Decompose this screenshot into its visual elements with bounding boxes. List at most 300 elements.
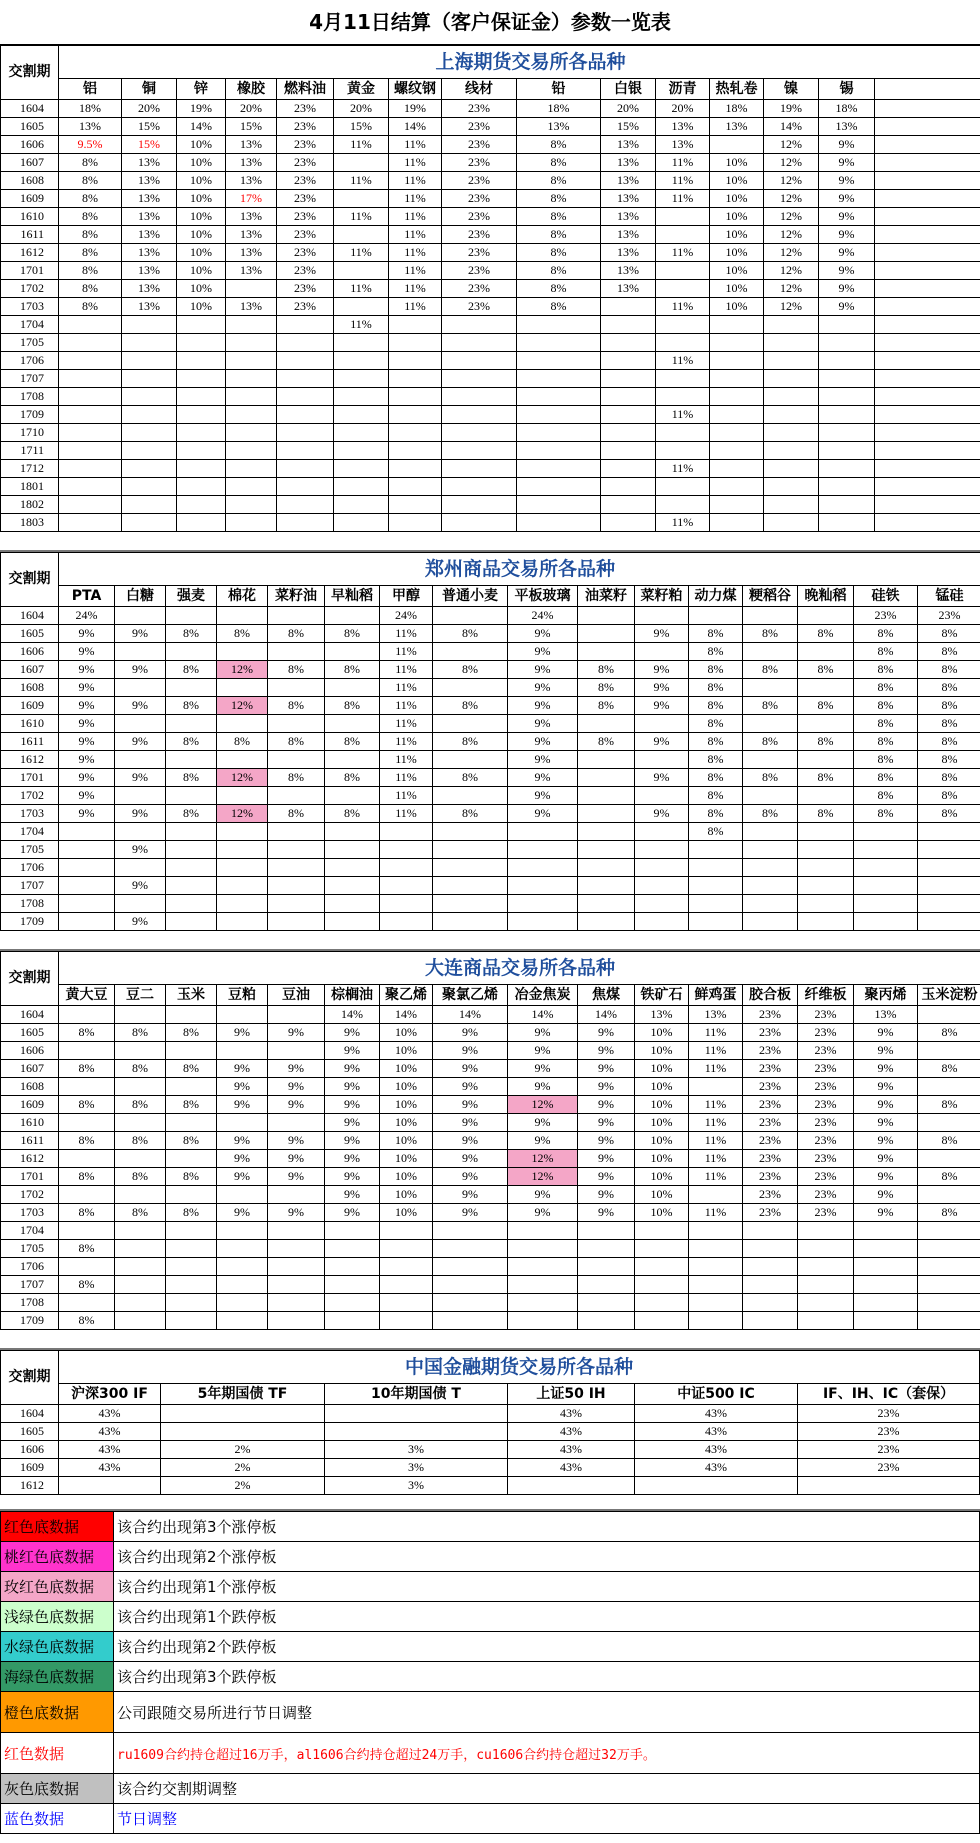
margin-cell: 10% bbox=[380, 1078, 433, 1096]
margin-cell: 8% bbox=[166, 625, 217, 643]
margin-cell bbox=[601, 370, 656, 388]
product-header: 鲜鸡蛋 bbox=[689, 985, 743, 1006]
margin-cell bbox=[389, 442, 442, 460]
margin-cell: 23% bbox=[442, 136, 517, 154]
margin-cell bbox=[334, 442, 389, 460]
margin-cell bbox=[798, 913, 854, 931]
delivery-period-cell: 1610 bbox=[1, 208, 59, 226]
margin-cell: 9% bbox=[217, 1132, 268, 1150]
margin-cell bbox=[389, 478, 442, 496]
margin-cell: 23% bbox=[743, 1042, 798, 1060]
margin-cell: 8% bbox=[59, 154, 122, 172]
margin-cell: 8% bbox=[166, 661, 217, 679]
margin-cell bbox=[325, 607, 380, 625]
margin-cell: 9% bbox=[59, 787, 115, 805]
margin-cell bbox=[122, 316, 177, 334]
delivery-period-cell: 1707 bbox=[1, 877, 59, 895]
margin-cell bbox=[389, 406, 442, 424]
margin-cell bbox=[601, 478, 656, 496]
margin-cell: 9% bbox=[578, 1024, 635, 1042]
margin-cell: 10% bbox=[177, 226, 226, 244]
margin-cell: 10% bbox=[380, 1060, 433, 1078]
margin-cell: 8% bbox=[918, 1204, 980, 1222]
product-header: 燃料油 bbox=[277, 79, 334, 100]
margin-cell bbox=[798, 1477, 980, 1495]
margin-cell bbox=[442, 442, 517, 460]
margin-cell: 8% bbox=[59, 1132, 115, 1150]
delivery-period-header: 交割期 bbox=[1, 1351, 59, 1405]
margin-cell: 11% bbox=[334, 136, 389, 154]
table-row bbox=[1, 280, 980, 298]
margin-cell: 12% bbox=[764, 244, 819, 262]
margin-cell bbox=[115, 1276, 166, 1294]
margin-cell bbox=[380, 877, 433, 895]
margin-cell: 12% bbox=[217, 697, 268, 715]
margin-cell: 10% bbox=[380, 1042, 433, 1060]
margin-cell bbox=[268, 751, 325, 769]
exchange-table-dce bbox=[0, 951, 980, 1330]
margin-cell: 9% bbox=[268, 1024, 325, 1042]
margin-cell: 9% bbox=[508, 1024, 578, 1042]
margin-cell bbox=[325, 643, 380, 661]
margin-cell bbox=[115, 787, 166, 805]
margin-cell: 8% bbox=[798, 697, 854, 715]
margin-cell: 18% bbox=[819, 100, 875, 118]
margin-cell: 8% bbox=[918, 643, 980, 661]
margin-cell: 8% bbox=[743, 769, 798, 787]
margin-cell: 8% bbox=[268, 661, 325, 679]
delivery-period-cell: 1608 bbox=[1, 172, 59, 190]
margin-cell: 10% bbox=[710, 244, 764, 262]
margin-cell bbox=[268, 1312, 325, 1330]
margin-cell bbox=[166, 1186, 217, 1204]
margin-cell: 11% bbox=[389, 154, 442, 172]
margin-cell bbox=[217, 1258, 268, 1276]
margin-cell: 14% bbox=[380, 1006, 433, 1024]
margin-cell bbox=[819, 316, 875, 334]
margin-cell bbox=[578, 805, 635, 823]
product-header: 普通小麦 bbox=[433, 586, 508, 607]
margin-cell bbox=[334, 406, 389, 424]
table-row bbox=[1, 1168, 980, 1186]
margin-cell: 10% bbox=[710, 208, 764, 226]
table-row bbox=[1, 769, 980, 787]
page-title: 4月11日结算（客户保证金）参数一览表 bbox=[0, 0, 980, 45]
margin-cell: 23% bbox=[798, 1060, 854, 1078]
margin-cell bbox=[325, 679, 380, 697]
exchange-table-cffex bbox=[0, 1350, 980, 1495]
margin-cell bbox=[59, 1078, 115, 1096]
margin-cell bbox=[918, 1078, 980, 1096]
margin-cell: 9% bbox=[819, 280, 875, 298]
margin-cell: 8% bbox=[578, 733, 635, 751]
margin-cell bbox=[764, 496, 819, 514]
margin-cell: 23% bbox=[798, 1168, 854, 1186]
margin-cell bbox=[743, 607, 798, 625]
delivery-period-cell: 1707 bbox=[1, 1276, 59, 1294]
margin-cell bbox=[389, 334, 442, 352]
margin-cell bbox=[656, 334, 710, 352]
margin-cell bbox=[508, 823, 578, 841]
margin-cell: 9% bbox=[325, 1132, 380, 1150]
margin-cell: 9% bbox=[217, 1024, 268, 1042]
margin-cell bbox=[578, 769, 635, 787]
delivery-period-cell: 1702 bbox=[1, 280, 59, 298]
margin-cell bbox=[798, 751, 854, 769]
margin-cell bbox=[689, 1240, 743, 1258]
margin-cell bbox=[578, 823, 635, 841]
margin-cell: 9% bbox=[854, 1150, 918, 1168]
margin-cell: 9% bbox=[59, 751, 115, 769]
table-row bbox=[1, 514, 980, 532]
margin-cell bbox=[166, 751, 217, 769]
margin-cell bbox=[59, 1258, 115, 1276]
section-spacer bbox=[0, 532, 980, 552]
margin-cell bbox=[268, 679, 325, 697]
margin-cell: 9% bbox=[433, 1132, 508, 1150]
margin-cell bbox=[656, 388, 710, 406]
margin-cell: 8% bbox=[689, 625, 743, 643]
margin-cell bbox=[389, 496, 442, 514]
margin-cell bbox=[122, 514, 177, 532]
margin-cell bbox=[325, 913, 380, 931]
margin-cell bbox=[59, 388, 122, 406]
delivery-period-cell: 1605 bbox=[1, 1423, 59, 1441]
margin-cell: 13% bbox=[517, 118, 601, 136]
margin-cell bbox=[380, 1222, 433, 1240]
margin-cell bbox=[743, 895, 798, 913]
margin-cell: 12% bbox=[764, 226, 819, 244]
table-row bbox=[1, 877, 980, 895]
margin-cell bbox=[166, 643, 217, 661]
margin-cell bbox=[166, 1294, 217, 1312]
margin-cell bbox=[177, 352, 226, 370]
legend-description: 该合约出现第2个涨停板 bbox=[114, 1542, 980, 1572]
margin-cell: 13% bbox=[601, 190, 656, 208]
margin-cell bbox=[875, 388, 980, 406]
margin-cell bbox=[635, 715, 689, 733]
margin-cell bbox=[122, 406, 177, 424]
margin-cell bbox=[689, 1312, 743, 1330]
legend-description: 该合约出现第3个涨停板 bbox=[114, 1512, 980, 1542]
margin-cell bbox=[325, 715, 380, 733]
delivery-period-header: 交割期 bbox=[1, 952, 59, 1006]
margin-cell bbox=[508, 1258, 578, 1276]
margin-cell: 13% bbox=[122, 298, 177, 316]
margin-cell bbox=[166, 1312, 217, 1330]
margin-cell bbox=[268, 643, 325, 661]
margin-cell bbox=[59, 1222, 115, 1240]
margin-cell: 9% bbox=[508, 697, 578, 715]
delivery-period-cell: 1705 bbox=[1, 841, 59, 859]
margin-cell: 9% bbox=[268, 1132, 325, 1150]
margin-cell bbox=[268, 895, 325, 913]
margin-cell: 11% bbox=[689, 1042, 743, 1060]
margin-cell: 23% bbox=[798, 1042, 854, 1060]
margin-cell: 10% bbox=[380, 1024, 433, 1042]
margin-cell: 8% bbox=[166, 1132, 217, 1150]
margin-cell bbox=[819, 442, 875, 460]
margin-cell: 20% bbox=[334, 100, 389, 118]
margin-cell bbox=[601, 424, 656, 442]
section-spacer bbox=[0, 931, 980, 951]
margin-cell bbox=[798, 1294, 854, 1312]
margin-cell: 9% bbox=[217, 1060, 268, 1078]
margin-cell bbox=[177, 406, 226, 424]
margin-cell bbox=[689, 841, 743, 859]
margin-cell: 13% bbox=[226, 262, 277, 280]
table-row bbox=[1, 316, 980, 334]
margin-cell: 9% bbox=[854, 1204, 918, 1222]
margin-cell: 10% bbox=[177, 262, 226, 280]
margin-cell: 8% bbox=[578, 661, 635, 679]
margin-cell bbox=[798, 1240, 854, 1258]
table-row bbox=[1, 1222, 980, 1240]
margin-cell bbox=[656, 280, 710, 298]
margin-cell bbox=[334, 388, 389, 406]
margin-cell bbox=[578, 895, 635, 913]
margin-cell: 13% bbox=[226, 136, 277, 154]
margin-cell: 11% bbox=[380, 625, 433, 643]
delivery-period-cell: 1606 bbox=[1, 136, 59, 154]
table-row bbox=[1, 1459, 980, 1477]
margin-cell bbox=[59, 1042, 115, 1060]
margin-cell bbox=[764, 334, 819, 352]
margin-cell: 20% bbox=[601, 100, 656, 118]
margin-cell bbox=[578, 1294, 635, 1312]
delivery-period-cell: 1705 bbox=[1, 334, 59, 352]
legend-description: 该合约出现第1个跌停板 bbox=[114, 1602, 980, 1632]
margin-cell bbox=[635, 751, 689, 769]
margin-cell bbox=[433, 679, 508, 697]
margin-cell bbox=[177, 316, 226, 334]
margin-cell: 11% bbox=[656, 352, 710, 370]
margin-cell bbox=[710, 514, 764, 532]
product-header: 锡 bbox=[819, 79, 875, 100]
margin-cell bbox=[389, 460, 442, 478]
margin-cell bbox=[325, 1294, 380, 1312]
margin-cell: 8% bbox=[743, 805, 798, 823]
margin-cell bbox=[743, 913, 798, 931]
margin-cell: 8% bbox=[918, 787, 980, 805]
delivery-period-cell: 1709 bbox=[1, 1312, 59, 1330]
margin-cell: 2% bbox=[161, 1441, 325, 1459]
margin-cell bbox=[115, 1150, 166, 1168]
delivery-period-cell: 1607 bbox=[1, 154, 59, 172]
margin-cell bbox=[166, 1114, 217, 1132]
margin-cell bbox=[635, 913, 689, 931]
margin-cell: 9% bbox=[433, 1060, 508, 1078]
table-row bbox=[1, 1423, 980, 1441]
margin-cell: 10% bbox=[710, 298, 764, 316]
margin-cell: 8% bbox=[918, 1024, 980, 1042]
margin-cell: 15% bbox=[334, 118, 389, 136]
legend-row bbox=[1, 1572, 980, 1602]
margin-cell bbox=[508, 895, 578, 913]
margin-cell bbox=[854, 1312, 918, 1330]
table-row bbox=[1, 1114, 980, 1132]
margin-cell bbox=[689, 1186, 743, 1204]
margin-cell bbox=[217, 1222, 268, 1240]
margin-cell: 10% bbox=[710, 190, 764, 208]
margin-cell bbox=[508, 1240, 578, 1258]
margin-cell bbox=[819, 478, 875, 496]
table-row bbox=[1, 1006, 980, 1024]
legend-row bbox=[1, 1774, 980, 1804]
margin-cell: 8% bbox=[517, 136, 601, 154]
margin-cell bbox=[517, 478, 601, 496]
margin-cell: 9% bbox=[433, 1114, 508, 1132]
margin-cell bbox=[743, 1312, 798, 1330]
product-header: 线材 bbox=[442, 79, 517, 100]
margin-cell: 10% bbox=[177, 208, 226, 226]
margin-cell bbox=[325, 787, 380, 805]
delivery-period-cell: 1711 bbox=[1, 442, 59, 460]
margin-cell: 8% bbox=[798, 661, 854, 679]
legend-description: 该合约出现第2个跌停板 bbox=[114, 1632, 980, 1662]
margin-cell: 8% bbox=[689, 679, 743, 697]
margin-cell: 8% bbox=[689, 661, 743, 679]
margin-cell bbox=[918, 1240, 980, 1258]
margin-cell: 9% bbox=[635, 625, 689, 643]
table-row bbox=[1, 298, 980, 316]
margin-cell bbox=[277, 334, 334, 352]
margin-cell: 9% bbox=[819, 190, 875, 208]
margin-cell: 8% bbox=[115, 1168, 166, 1186]
margin-cell bbox=[380, 859, 433, 877]
margin-cell bbox=[166, 1240, 217, 1258]
margin-cell: 11% bbox=[389, 208, 442, 226]
margin-cell bbox=[217, 679, 268, 697]
margin-cell bbox=[442, 406, 517, 424]
margin-cell: 10% bbox=[710, 154, 764, 172]
margin-cell: 9% bbox=[433, 1024, 508, 1042]
margin-cell bbox=[334, 478, 389, 496]
margin-cell: 9% bbox=[59, 805, 115, 823]
margin-cell: 9% bbox=[325, 1060, 380, 1078]
margin-cell bbox=[59, 352, 122, 370]
margin-cell bbox=[433, 1240, 508, 1258]
delivery-period-cell: 1710 bbox=[1, 424, 59, 442]
margin-cell bbox=[277, 388, 334, 406]
margin-cell: 9% bbox=[854, 1024, 918, 1042]
margin-cell bbox=[268, 913, 325, 931]
delivery-period-cell: 1610 bbox=[1, 715, 59, 733]
product-header: 铅 bbox=[517, 79, 601, 100]
product-header: 菜籽粕 bbox=[635, 586, 689, 607]
margin-cell bbox=[710, 424, 764, 442]
margin-cell: 8% bbox=[325, 733, 380, 751]
margin-cell: 9% bbox=[508, 1186, 578, 1204]
margin-cell: 10% bbox=[380, 1204, 433, 1222]
margin-cell bbox=[389, 514, 442, 532]
margin-cell: 9% bbox=[268, 1150, 325, 1168]
margin-cell bbox=[433, 877, 508, 895]
margin-cell bbox=[635, 1258, 689, 1276]
margin-cell: 23% bbox=[442, 298, 517, 316]
margin-cell: 9% bbox=[854, 1096, 918, 1114]
margin-cell: 9% bbox=[115, 697, 166, 715]
product-header: 粳稻谷 bbox=[743, 586, 798, 607]
margin-cell bbox=[325, 1222, 380, 1240]
margin-cell: 14% bbox=[508, 1006, 578, 1024]
margin-cell bbox=[635, 1222, 689, 1240]
margin-cell: 8% bbox=[433, 697, 508, 715]
margin-cell bbox=[59, 1477, 161, 1495]
margin-cell: 8% bbox=[166, 1060, 217, 1078]
margin-cell: 8% bbox=[115, 1096, 166, 1114]
margin-cell bbox=[601, 352, 656, 370]
margin-cell: 23% bbox=[798, 1459, 980, 1477]
margin-cell: 9% bbox=[508, 1060, 578, 1078]
margin-cell: 9% bbox=[854, 1060, 918, 1078]
margin-cell: 10% bbox=[635, 1114, 689, 1132]
delivery-period-cell: 1708 bbox=[1, 895, 59, 913]
table-row bbox=[1, 895, 980, 913]
margin-cell: 12% bbox=[508, 1096, 578, 1114]
margin-cell: 9% bbox=[578, 1150, 635, 1168]
delivery-period-cell: 1612 bbox=[1, 1477, 59, 1495]
margin-cell: 8% bbox=[59, 1204, 115, 1222]
margin-cell bbox=[166, 823, 217, 841]
margin-cell: 8% bbox=[918, 751, 980, 769]
margin-cell bbox=[635, 787, 689, 805]
margin-cell bbox=[115, 1294, 166, 1312]
margin-cell: 8% bbox=[217, 625, 268, 643]
margin-cell: 43% bbox=[59, 1459, 161, 1477]
margin-cell: 8% bbox=[854, 715, 918, 733]
margin-cell bbox=[743, 787, 798, 805]
margin-cell bbox=[578, 787, 635, 805]
margin-cell: 8% bbox=[268, 697, 325, 715]
margin-cell bbox=[166, 715, 217, 733]
margin-cell: 11% bbox=[656, 298, 710, 316]
margin-cell: 20% bbox=[656, 100, 710, 118]
margin-cell bbox=[710, 370, 764, 388]
margin-cell bbox=[177, 388, 226, 406]
margin-cell bbox=[875, 280, 980, 298]
product-header: IF、IH、IC（套保） bbox=[798, 1384, 980, 1405]
margin-cell bbox=[325, 841, 380, 859]
margin-cell: 11% bbox=[656, 172, 710, 190]
margin-cell bbox=[334, 496, 389, 514]
margin-cell: 8% bbox=[325, 805, 380, 823]
margin-cell bbox=[277, 424, 334, 442]
table-row bbox=[1, 460, 980, 478]
delivery-period-cell: 1608 bbox=[1, 1078, 59, 1096]
margin-cell: 9% bbox=[854, 1078, 918, 1096]
product-header: 棕榈油 bbox=[325, 985, 380, 1006]
margin-cell: 8% bbox=[115, 1132, 166, 1150]
margin-cell bbox=[115, 859, 166, 877]
margin-cell bbox=[578, 859, 635, 877]
margin-cell: 23% bbox=[442, 262, 517, 280]
delivery-period-cell: 1708 bbox=[1, 1294, 59, 1312]
margin-cell: 23% bbox=[743, 1168, 798, 1186]
margin-cell: 8% bbox=[743, 661, 798, 679]
margin-cell bbox=[854, 877, 918, 895]
margin-cell bbox=[635, 1240, 689, 1258]
margin-cell: 17% bbox=[226, 190, 277, 208]
margin-cell: 8% bbox=[918, 697, 980, 715]
margin-cell: 9% bbox=[578, 1042, 635, 1060]
margin-cell: 8% bbox=[517, 208, 601, 226]
margin-cell bbox=[875, 208, 980, 226]
table-row bbox=[1, 172, 980, 190]
table-row bbox=[1, 424, 980, 442]
margin-cell: 10% bbox=[380, 1096, 433, 1114]
margin-cell: 9% bbox=[217, 1096, 268, 1114]
